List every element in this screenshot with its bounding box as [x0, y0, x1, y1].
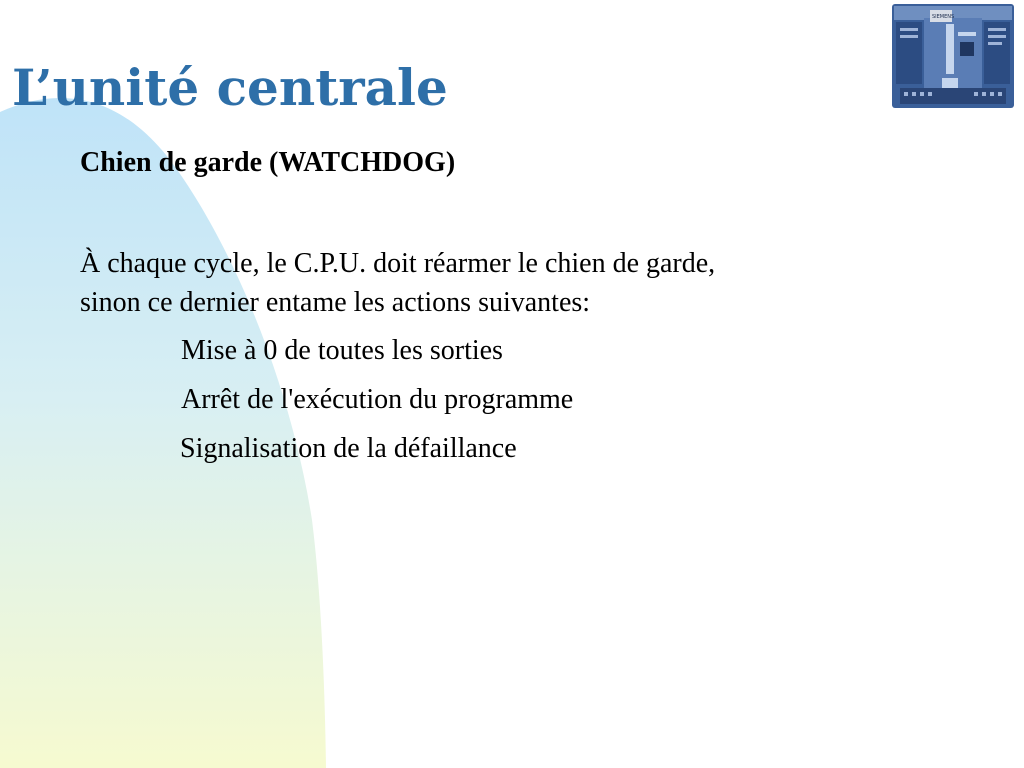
paragraph-line: sinon ce dernier entame les actions suivantes:: [80, 287, 591, 318]
section-heading: Chien de garde (WATCHDOG): [80, 147, 456, 178]
device-brand-label: SIEMENS: [932, 14, 955, 20]
paragraph-line: À chaque cycle, le C.P.U. doit réarmer le chien de garde,: [80, 248, 716, 279]
body-paragraph: [80, 244, 980, 322]
plc-device-image: [890, 2, 1016, 110]
action-item: Mise à 0 de toutes les sorties: [181, 335, 503, 366]
action-item: Arrêt de l'exécution du programme: [181, 384, 574, 415]
action-item: Signalisation de la défaillance: [180, 433, 517, 464]
slide-title: L’unité centrale: [12, 58, 448, 117]
